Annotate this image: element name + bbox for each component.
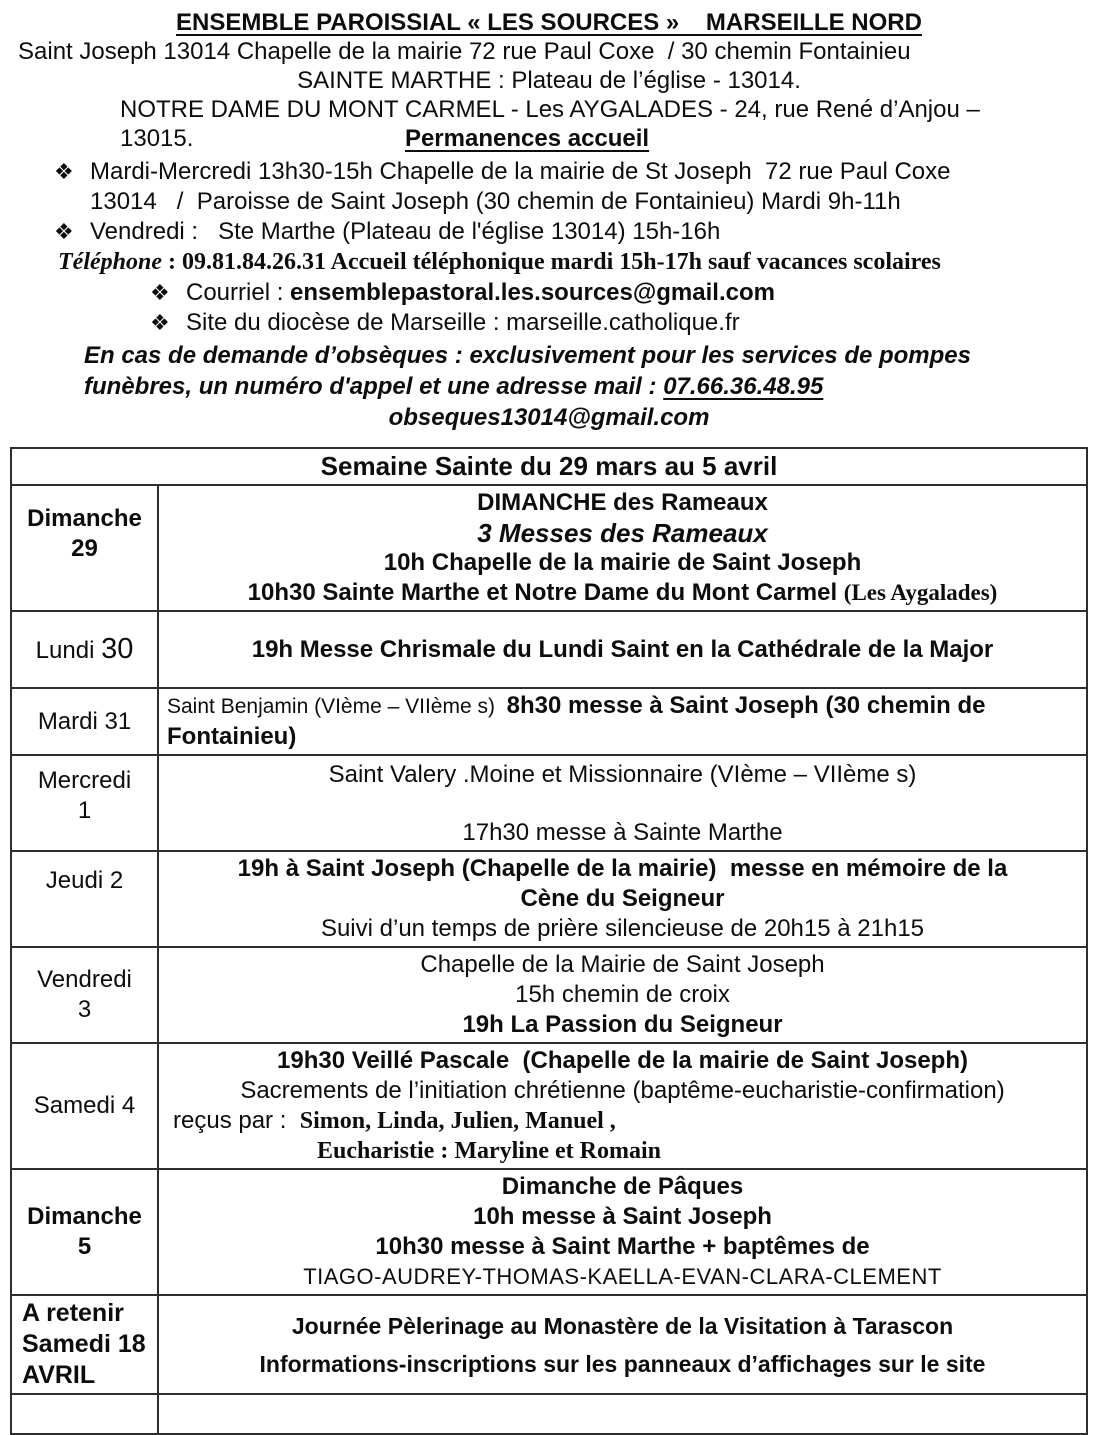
event-line: 19h30 Veillé Pascale (Chapelle de la mairie de Saint Joseph) <box>277 1047 968 1074</box>
note-month: AVRIL <box>22 1361 96 1389</box>
event-line: Informations-inscriptions sur les panneaux d’affichages sur le site <box>259 1350 986 1377</box>
event-text-serif: Eucharistie : <box>317 1138 455 1164</box>
event-line: Sacrements de l’initiation chrétienne (baptême-eucharistie-confirmation) <box>240 1077 1005 1104</box>
day-cell-a-retenir <box>11 1295 158 1394</box>
postal-code-cont: 13015. <box>120 125 194 152</box>
content-cell-lundi-30: 19h Messe Chrismale du Lundi Saint en la Cathédrale de la Major <box>158 611 1087 688</box>
event-text: 8h30 messe à Saint Joseph (30 chemin de Fontainieu) <box>167 692 986 750</box>
day-cell-jeudi-2: Jeudi 2 <box>11 851 158 947</box>
diamond-bullet-icon: ❖ <box>54 159 74 184</box>
event-line: Journée Pèlerinage au Monastère de la Visitation à Tarascon <box>291 1312 954 1339</box>
event-line: 10h30 messe à Saint Marthe + baptêmes de <box>375 1233 870 1260</box>
content-cell-jeudi-2 <box>158 851 1087 947</box>
obseques-line2 <box>0 371 1098 402</box>
content-cell-a-retenir <box>158 1295 1087 1394</box>
table-row <box>11 851 1087 947</box>
obseques-line2-text: funèbres, un numéro d'appel et une adresse mail : <box>84 373 664 400</box>
table-title-row <box>11 448 1087 485</box>
day-name: Lundi <box>35 636 102 664</box>
courriel-email: ensemblepastoral.les.sources@gmail.com <box>290 279 775 306</box>
table-row <box>11 755 1087 851</box>
day-number: 30 <box>101 632 134 665</box>
event-line <box>167 1136 1078 1166</box>
event-line: 10h messe à Saint Joseph <box>473 1203 772 1230</box>
diamond-bullet-icon: ❖ <box>150 310 170 335</box>
content-cell-mercredi-1 <box>158 755 1087 851</box>
table-row <box>11 688 1087 755</box>
obseques-line1: En cas de demande d’obsèques : exclusivement pour les services de pompes <box>84 342 972 369</box>
event-line: Cène du Seigneur <box>520 885 725 912</box>
bullet2-text: Vendredi : Ste Marthe (Plateau de l'église 13014) 15h-16h <box>90 218 721 245</box>
address-line-saint-joseph: Saint Joseph 13014 Chapelle de la mairie 72 rue Paul Coxe / 30 chemin Fontainieu <box>18 38 911 65</box>
content-cell-samedi-4 <box>158 1043 1087 1169</box>
address-line-mont-carmel: NOTRE DAME DU MONT CARMEL - Les AYGALADES - 24, rue René d’Anjou – <box>120 96 980 123</box>
event-line: DIMANCHE des Rameaux <box>477 489 768 516</box>
diamond-bullet-icon: ❖ <box>54 219 74 244</box>
bullet-item-vendredi <box>0 217 1098 247</box>
note-date: Samedi 18 <box>22 1330 146 1358</box>
table-row <box>11 611 1087 688</box>
bullet1-text-line1: Mardi-Mercredi 13h30-15h Chapelle de la mairie de St Joseph 72 rue Paul Coxe <box>90 158 951 185</box>
day-name: Vendredi <box>37 966 132 993</box>
event-line: 19h La Passion du Seigneur <box>462 1011 783 1038</box>
event-line: Chapelle de la Mairie de Saint Joseph <box>420 951 825 978</box>
saint-of-day: Saint Benjamin (VIème – VIIème s) <box>167 695 507 718</box>
holy-week-schedule-table <box>10 447 1088 1435</box>
content-cell-vendredi-3 <box>158 947 1087 1043</box>
address-line-13015 <box>0 124 1098 153</box>
courriel-label: Courriel : <box>186 279 291 306</box>
phone-label: Téléphone <box>58 249 162 275</box>
event-line: 19h à Saint Joseph (Chapelle de la mairie) messe en mémoire de la <box>237 855 1008 882</box>
day-name: Mercredi <box>37 767 132 794</box>
diocese-site-line <box>0 308 1098 338</box>
day-cell-mardi-31: Mardi 31 <box>11 688 158 755</box>
event-text-serif: (Les Aygalades) <box>843 580 998 605</box>
courriel-line <box>0 278 1098 308</box>
event-line: 17h30 messe à Sainte Marthe <box>462 819 783 846</box>
table-row <box>11 485 1087 611</box>
spacer <box>167 790 1078 818</box>
table-title: Semaine Sainte du 29 mars au 5 avril <box>11 448 1087 485</box>
obseques-phone: 07.66.36.48.95 <box>663 373 824 400</box>
bullet-item-mardi-mercredi <box>0 157 1098 187</box>
day-cell-vendredi-3 <box>11 947 158 1043</box>
permanences-title: Permanences accueil <box>404 125 650 152</box>
table-row-empty <box>11 1394 1087 1434</box>
day-cell-mercredi-1 <box>11 755 158 851</box>
diamond-bullet-icon: ❖ <box>150 280 170 305</box>
phone-line <box>0 247 1098 278</box>
content-cell-empty <box>158 1394 1087 1434</box>
day-name: Dimanche <box>27 505 142 532</box>
day-number: 29 <box>71 535 98 562</box>
event-line: 10h Chapelle de la mairie de Saint Joseph <box>383 549 862 576</box>
eucharistie-names: Maryline et Romain <box>454 1138 661 1164</box>
table-row <box>11 947 1087 1043</box>
saint-of-day: Saint Valery .Moine et Missionnaire (VIème – VIIème s) <box>328 761 917 788</box>
address-line-sainte-marthe: SAINTE MARTHE : Plateau de l’église - 13014. <box>297 67 801 94</box>
day-number: 5 <box>77 1233 92 1260</box>
phone-value: : 09.81.84.26.31 Accueil téléphonique mardi 15h-17h sauf vacances scolaires <box>161 249 941 275</box>
table-row <box>11 1295 1087 1394</box>
day-cell-empty <box>11 1394 158 1434</box>
event-line: 3 Messes des Rameaux <box>477 518 768 548</box>
day-name: Dimanche <box>27 1203 142 1230</box>
table-row <box>11 1169 1087 1295</box>
event-text: reçus par : <box>173 1107 300 1134</box>
document-title: ENSEMBLE PAROISSIAL « LES SOURCES » MARSEILLE NORD <box>176 9 922 36</box>
diocese-site-text: Site du diocèse de Marseille : marseille.catholique.fr <box>186 309 740 336</box>
day-cell-dimanche-29 <box>11 485 158 611</box>
event-line: Suivi d’un temps de prière silencieuse de 20h15 à 21h15 <box>320 915 925 942</box>
day-cell-dimanche-5 <box>11 1169 158 1295</box>
bullet-item-mardi-mercredi-cont: 13014 / Paroisse de Saint Joseph (30 chemin de Fontainieu) Mardi 9h-11h <box>90 188 901 215</box>
day-number: 1 <box>77 797 92 824</box>
baptism-names: Simon, Linda, Julien, Manuel , <box>299 1108 616 1134</box>
obseques-email: obseques13014@gmail.com <box>388 404 710 431</box>
content-cell-mardi-31 <box>158 688 1087 755</box>
note-label: A retenir <box>22 1299 124 1327</box>
event-text: 10h30 Sainte Marthe et Notre Dame du Mont Carmel <box>247 579 844 606</box>
content-cell-dimanche-29 <box>158 485 1087 611</box>
event-line: Dimanche de Pâques <box>501 1173 744 1200</box>
event-line <box>167 1106 1078 1136</box>
event-line <box>167 578 1078 608</box>
content-cell-dimanche-5 <box>158 1169 1087 1295</box>
table-row <box>11 1043 1087 1169</box>
obseques-note <box>0 340 1098 433</box>
day-number: 3 <box>77 996 92 1023</box>
day-cell-lundi-30 <box>11 611 158 688</box>
baptism-names: TIAGO-AUDREY-THOMAS-KAELLA-EVAN-CLARA-CLEMENT <box>303 1264 942 1289</box>
day-cell-samedi-4: Samedi 4 <box>11 1043 158 1169</box>
event-line: 15h chemin de croix <box>515 981 730 1008</box>
